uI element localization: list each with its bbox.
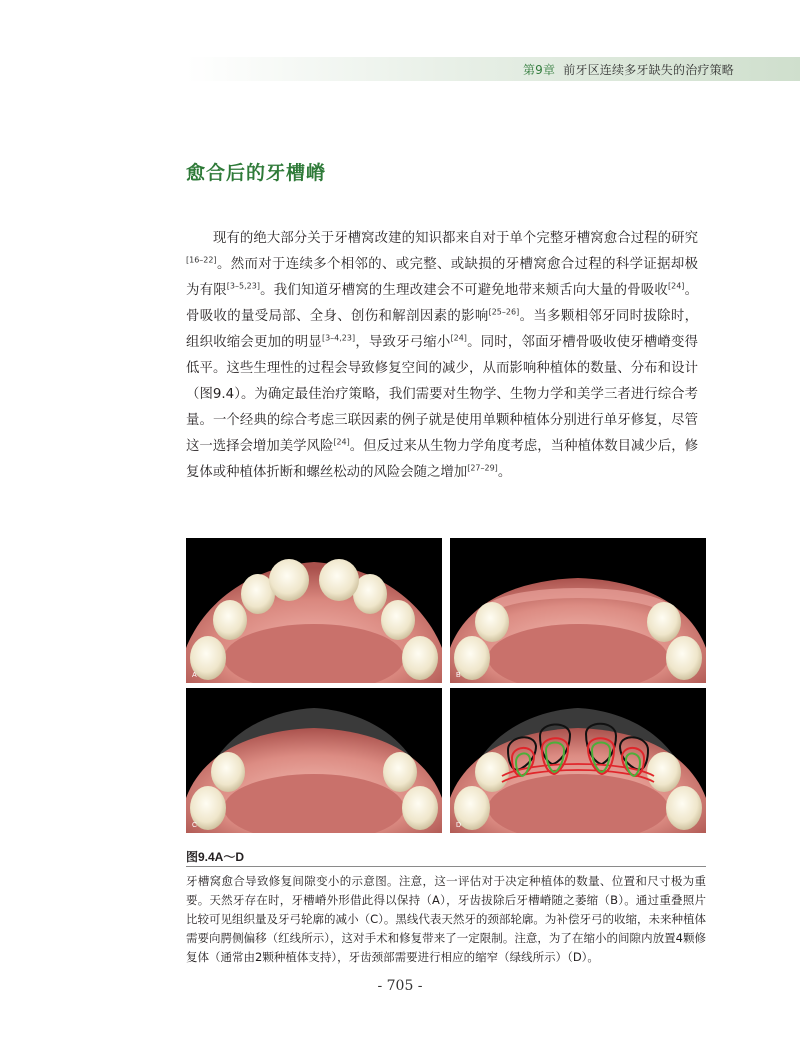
figure-panel-a [186, 538, 442, 683]
citation-reference: [27–29] [467, 463, 498, 473]
panel-label: C [192, 822, 198, 829]
paragraph-text: 现有的绝大部分关于牙槽窝改建的知识都来自对于单个完整牙槽窝愈合过程的研究 [212, 231, 698, 246]
citation-reference: [3–5,23] [226, 281, 260, 291]
chapter-label: 第9章 [522, 63, 556, 77]
citation-reference: [16–22] [186, 255, 217, 265]
citation-reference: [3–4,23] [321, 333, 356, 343]
section-title: 愈合后的牙槽嵴 [186, 162, 327, 184]
figure-caption-text: 牙槽窝愈合导致修复间隙变小的示意图。注意，这一评估对于决定种植体的数量、位置和尺寸极为重要。天然牙存在时，牙槽嵴外形借此得以保持（A），牙齿拔除后牙槽嵴随之萎缩（B）。通过重叠照片比较可见组织量及牙弓轮廓的减小（C）。黑线代表天然牙的颈部轮廓。为补偿牙弓的收缩，未来种植体需要向腭侧偏移（红线所示），这对手术和修复带来了一定限制。注意，为了在缩小的间隙内放置4颗修复体（通常由2颗种植体支持），牙齿颈部需要进行相应的缩窄（绿线所示）（D）。 [186, 874, 706, 964]
paragraph-text: ，导致牙弓缩小 [355, 335, 451, 350]
paragraph-text: 。我们知道牙槽窝的生理改建会不可避免地带来颊舌向大量的骨吸收 [259, 283, 668, 298]
citation-reference: [24] [333, 437, 350, 447]
panel-label: B [456, 672, 461, 679]
paragraph-text: 。同时，邻面牙槽骨吸收使牙槽嵴变得低平。这些生理性的过程会导致修复空间的减少，从而影响种植体的数量、分布和设计（图9.4）。为确定最佳治疗策略，我们需要对生物学、生物力学和美学三者进行综合考量。一个经典的综合考虑三联因素的例子就是使用单颗种植体分别进行单牙修复，尽管这一选择会增加美学风险 [186, 335, 699, 454]
citation-reference: [25–26] [488, 307, 520, 317]
figure-caption-title: 图9.4A～D [186, 850, 245, 864]
paragraph-text: 。 [497, 465, 512, 480]
panel-label: D [456, 822, 462, 829]
paragraph-text: 。骨吸收的量受局部、全身、创伤和解剖因素的影响 [186, 283, 699, 324]
caption-divider [186, 866, 706, 867]
figure-panel-b [450, 538, 706, 683]
figure-panel-d [450, 688, 706, 833]
citation-reference: [24] [668, 281, 685, 291]
paragraph-text: 。然而对于连续多个相邻的、或完整、或缺损的牙槽窝愈合过程的科学证据却极为有限 [186, 257, 698, 298]
panel-b-illustration [450, 538, 706, 683]
running-head [523, 61, 734, 78]
body-paragraph [186, 226, 698, 486]
paragraph-text: 。但反过来从生物力学角度考虑，当种植体数目减少后，修复体或种植体折断和螺丝松动的风险会随之增加 [186, 439, 699, 480]
figure-9-4 [186, 538, 706, 833]
chapter-title: 前牙区连续多牙缺失的治疗策略 [563, 63, 734, 77]
paragraph-text: 。当多颗相邻牙同时拔除时，组织收缩会更加的明显 [186, 309, 699, 350]
panel-c-illustration [186, 688, 442, 833]
figure-panel-c [186, 688, 442, 833]
panel-label: A [192, 672, 197, 679]
panel-d-illustration [450, 688, 706, 833]
panel-a-illustration [186, 538, 442, 683]
citation-reference: [24] [450, 333, 467, 343]
page-number: - 705 - [377, 978, 423, 994]
